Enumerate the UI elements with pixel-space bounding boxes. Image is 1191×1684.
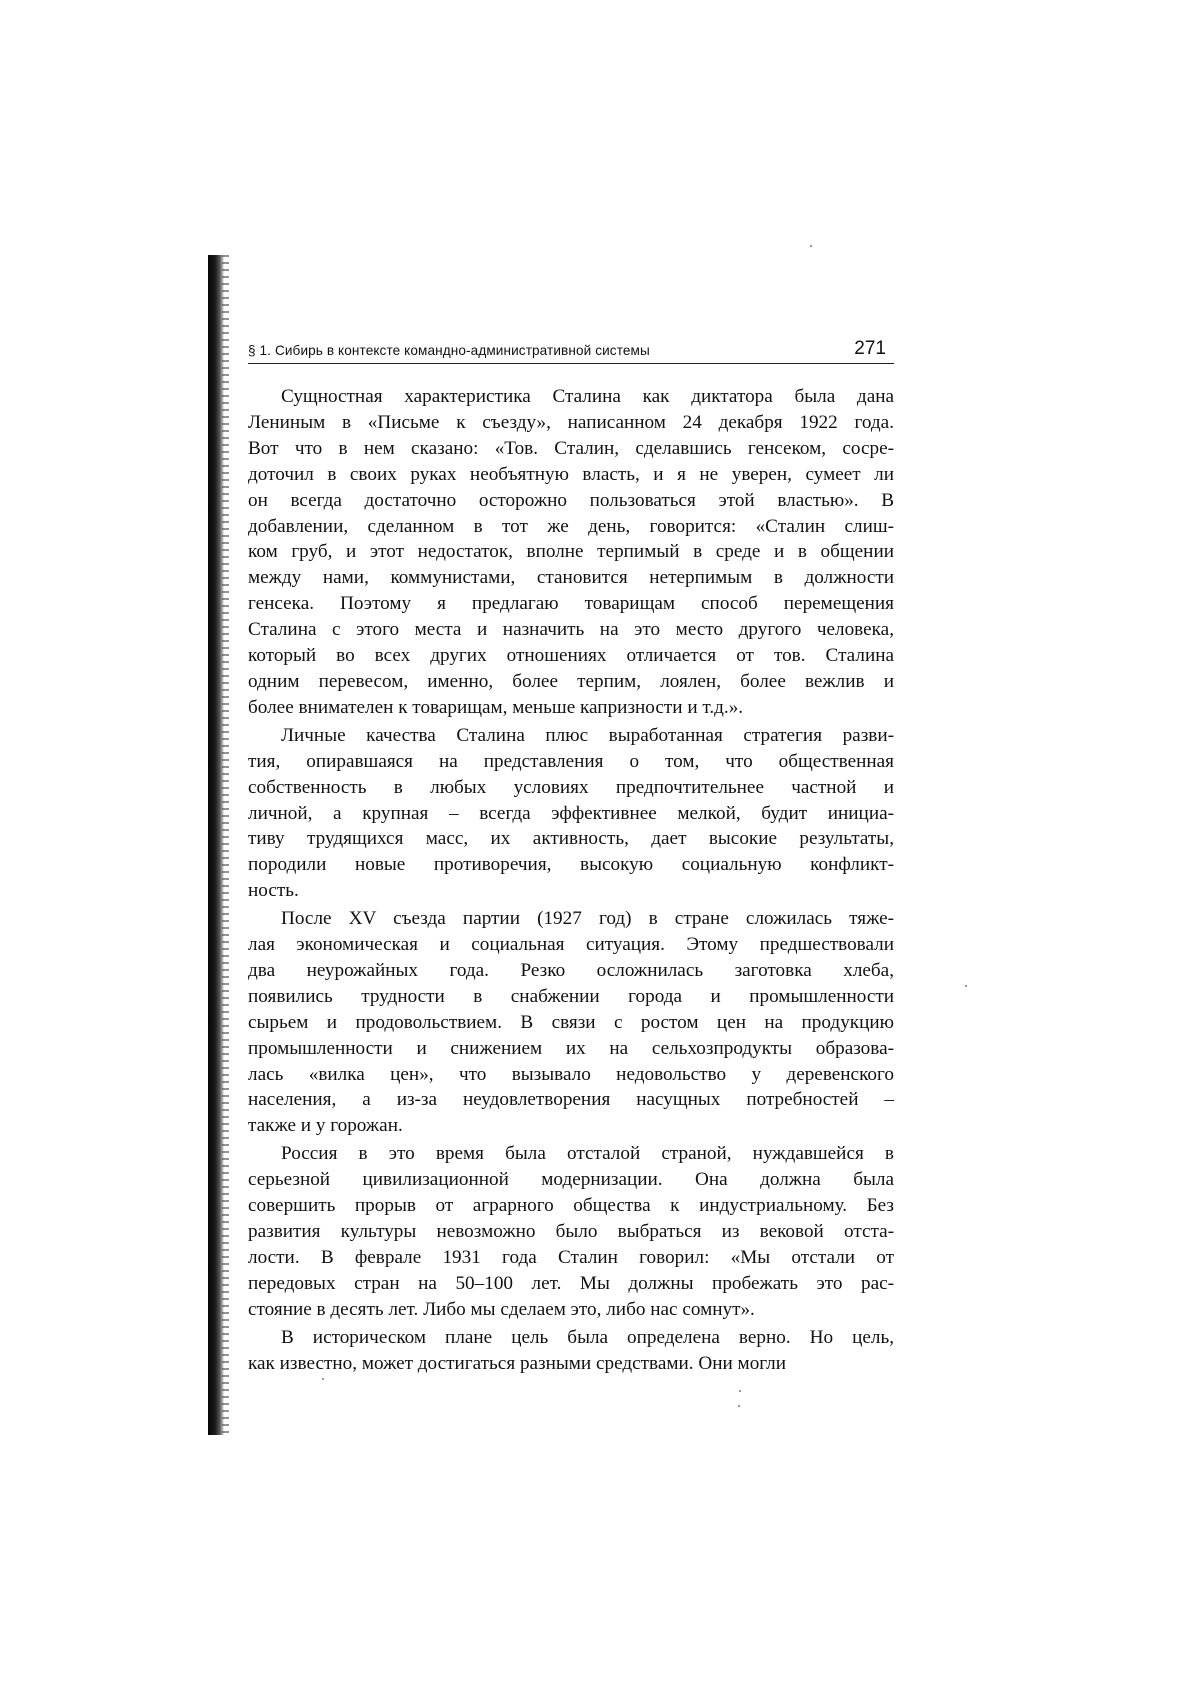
text-line: серьезной цивилизационной модернизации. Она должна была — [248, 1169, 894, 1191]
running-header-title: § 1. Сибирь в контексте командно-административной системы — [248, 343, 650, 358]
text-line: доточил в своих руках необъятную власть, и я не уверен, сумеет ли — [248, 463, 894, 485]
text-line: появились трудности в снабжении города и промышленности — [248, 985, 894, 1007]
text-line: развития культуры невозможно было выбраться из вековой отста- — [248, 1221, 894, 1242]
text-line: ком груб, и этот недостаток, вполне терпимый в среде и в общении — [248, 541, 894, 563]
text-line: Лениным в «Письме к съезду», написанном 24 декабря 1922 года. — [248, 411, 894, 433]
paragraph — [248, 1141, 894, 1322]
paragraph — [248, 1325, 894, 1377]
text-line: лая экономическая и социальная ситуация. Этому предшествовали — [248, 934, 894, 956]
text-line: совершить прорыв от аграрного общества к индустриальному. Без — [248, 1195, 894, 1217]
text-line: Вот что в нем сказано: «Тов. Сталин, сделавшись генсеком, сосре- — [248, 437, 894, 459]
scan-speck — [810, 245, 812, 247]
text-line: одним перевесом, именно, более терпим, лоялен, более вежлив и — [248, 670, 894, 692]
text-line: лась «вилка цен», что вызывало недовольство у деревенского — [248, 1063, 894, 1085]
text-line: тия, опиравшаяся на представления о том, что общественная — [248, 750, 894, 772]
text-line: который во всех других отношениях отличается от тов. Сталина — [248, 645, 894, 667]
page-number: 271 — [854, 338, 886, 359]
scan-speck — [322, 1378, 324, 1380]
scan-speck — [738, 1405, 740, 1407]
paragraph — [248, 723, 894, 904]
body-text — [248, 384, 894, 1376]
scan-speck — [739, 1390, 741, 1392]
text-line: более внимателен к товарищам, меньше капризности и т.д.». — [248, 696, 744, 718]
text-line: В историческом плане цель была определена верно. Но цель, — [281, 1326, 894, 1348]
text-line: собственность в любых условиях предпочтительнее частной и — [248, 776, 894, 798]
text-line: породили новые противоречия, высокую социальную конфликт- — [248, 854, 894, 876]
text-line: генсека. Поэтому я предлагаю товарищам способ перемещения — [248, 593, 894, 615]
text-line: лости. В феврале 1931 года Сталин говорил: «Мы отстали от — [248, 1246, 894, 1268]
text-line: Сталина с этого места и назначить на это место другого человека, — [248, 619, 894, 641]
paragraph — [248, 384, 894, 721]
text-line: передовых стран на 50–100 лет. Мы должны пробежать это рас- — [248, 1272, 894, 1294]
text-line: добавлении, сделанном в тот же день, говорится: «Сталин слиш- — [248, 515, 894, 537]
text-line: сырьем и продовольствием. В связи с ростом цен на продукцию — [248, 1011, 894, 1033]
text-line: Россия в это время была отсталой страной, нуждавшейся в — [281, 1143, 894, 1165]
running-header — [248, 335, 894, 364]
text-line: стояние в десять лет. Либо мы сделаем это, либо нас сомнут». — [248, 1298, 755, 1320]
text-line: личной, а крупная – всегда эффективнее мелкой, будит инициа- — [248, 802, 894, 824]
text-line: два неурожайных года. Резко осложнилась заготовка хлеба, — [248, 959, 894, 981]
text-line: промышленности и снижением их на сельхозпродукты образова- — [248, 1037, 894, 1059]
text-line: тиву трудящихся масс, их активность, дает высокие результаты, — [248, 828, 894, 850]
text-line: Личные качества Сталина плюс выработанная стратегия разви- — [281, 724, 894, 746]
scanned-binding-edge — [208, 255, 224, 1435]
scan-speck — [965, 985, 967, 987]
text-line: ность. — [248, 880, 299, 902]
text-line: Сущностная характеристика Сталина как диктатора была дана — [281, 386, 894, 407]
text-line: между нами, коммунистами, становится нетерпимым в должности — [248, 567, 894, 589]
text-line: он всегда достаточно осторожно пользоваться этой властью». В — [248, 489, 894, 511]
text-line: После XV съезда партии (1927 год) в стране сложилась тяже- — [281, 908, 894, 930]
text-line: населения, а из-за неудовлетворения насущных потребностей – — [248, 1089, 894, 1111]
paragraph — [248, 906, 894, 1139]
text-line: как известно, может достигаться разными средствами. Они могли — [248, 1352, 787, 1374]
text-line: также и у горожан. — [248, 1115, 403, 1137]
